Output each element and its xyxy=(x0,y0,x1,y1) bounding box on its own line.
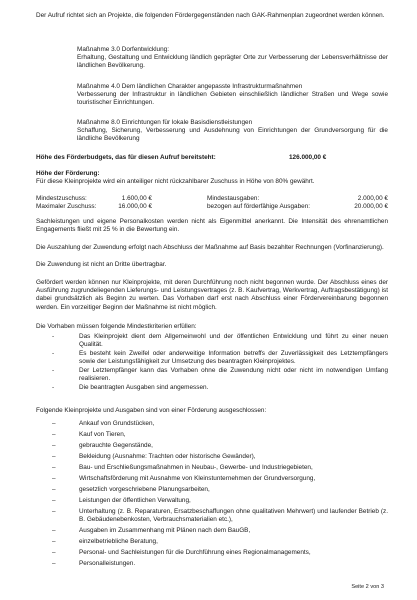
exclusion-item: Bekleidung (Ausnahme: Trachten oder historische Gewänder), xyxy=(79,453,256,460)
exclusion-item: Personalleistungen. xyxy=(79,560,136,567)
exclusion-item: einzelbetriebliche Beratung, xyxy=(79,538,158,545)
exclusion-item: Ankauf von Grundstücken, xyxy=(79,420,155,427)
criteria-item: Es besteht kein Zweifel oder anderweitige Information betreffs der Zuverlässigkeit des Letztempfängers sowie der Leistungsfähigkeit zur Umsetzung des beantragten Kleinprojektes. xyxy=(79,350,388,366)
own-work-paragraph: Sachleistungen und eigene Personalkosten werden nicht als Eigenmittel anerkannt. Die Intensität des ehrenamtlichen Engagements fließt mit 25 % in die Bewertung ein. xyxy=(36,218,388,234)
measure-3-title: Maßnahme 3.0 Dorfentwicklung: xyxy=(77,46,169,53)
exclusion-bullet: – xyxy=(52,486,56,493)
exclusion-item: Personal- und Sachleistungen für die Durchführung eines Regionalmanagements, xyxy=(79,549,311,556)
funding-text: Für diese Kleinprojekte wird ein anteiliger nicht rückzahlbarer Zuschuss in Höhe von 80% gewährt. xyxy=(36,178,315,185)
exclusion-bullet: – xyxy=(52,420,56,427)
criteria-bullet: - xyxy=(52,384,55,391)
max-grant-label: Maximaler Zuschuss: xyxy=(36,203,97,210)
measure-3-body: Erhaltung, Gestaltung und Entwicklung ländlich geprägter Orte zur Verbesserung der Lebensverhältnisse der ländlichen Bevölkerung. xyxy=(77,54,388,70)
budget-value: 126.000,00 € xyxy=(289,154,327,161)
measure-8-body: Schaffung, Sicherung, Verbesserung und Ausdehnung von Einrichtungen der Grundversorgung für die ländliche Bevölkerung xyxy=(77,127,388,143)
exclusion-bullet: – xyxy=(52,497,56,504)
exclusion-item: Kauf von Tieren, xyxy=(79,431,126,438)
exclusion-item: Unterhaltung (z. B. Reparaturen, Ersatzbeschaffungen ohne qualitativen Mehrwert) und laufender Betrieb (z. B. Gebäudenebenkosten, Verbrauchsmaterialien etc.), xyxy=(79,508,388,524)
min-grant-value: 1.600,00 € xyxy=(121,195,152,202)
max-expenses-label: bezogen auf förderfähige Ausgaben: xyxy=(207,203,311,210)
exclusion-bullet: – xyxy=(52,527,56,534)
exclusion-item: gesetzlich vorgeschriebene Planungsarbeiten, xyxy=(79,486,210,493)
exclusion-bullet: – xyxy=(52,442,56,449)
exclusion-bullet: – xyxy=(52,475,56,482)
exclusion-item: Bau- und Erschließungsmaßnahmen in Neubau-, Gewerbe- und Industriegebieten, xyxy=(79,464,313,471)
intro-paragraph: Der Aufruf richtet sich an Projekte, die folgenden Fördergegenständen nach GAK-Rahmenplan zugeordnet werden können. xyxy=(36,12,385,19)
transfer-paragraph: Die Zuwendung ist nicht an Dritte übertragbar. xyxy=(36,261,167,268)
exclusion-bullet: – xyxy=(52,549,56,556)
exclusion-bullet: – xyxy=(52,560,56,567)
criteria-item: Die beantragten Ausgaben sind angemessen. xyxy=(79,384,209,391)
exclusions-heading: Folgende Kleinprojekte und Ausgaben sind von einer Förderung ausgeschlossen: xyxy=(36,407,267,414)
exclusion-item: Wirtschaftsförderung mit Ausnahme von Kleinstunternehmen der Grundversorgung, xyxy=(79,475,316,482)
exclusion-bullet: – xyxy=(52,464,56,471)
min-expenses-label: Mindestausgaben: xyxy=(207,195,260,202)
criteria-item: Das Kleinprojekt dient dem Allgemeinwohl und der öffentlichen Entwicklung und führt zu einer neuen Qualität. xyxy=(79,333,388,349)
exclusion-bullet: – xyxy=(52,538,56,545)
measure-4-title: Maßnahme 4.0 Dem ländlichen Charakter angepasste Infrastrukturmaßnahmen xyxy=(77,83,303,90)
criteria-heading: Die Vorhaben müssen folgende Mindestkriterien erfüllen: xyxy=(36,323,197,330)
funding-heading: Höhe der Förderung: xyxy=(36,170,100,177)
exclusion-item: Ausgaben im Zusammenhang mit Plänen nach dem BauGB, xyxy=(79,527,251,534)
project-start-paragraph: Gefördert werden können nur Kleinprojekte, mit deren Durchführung noch nicht begonnen wurde. Der Abschluss eines der Ausführung zugrundeliegenden Lieferungs- und Leistungsvertrages (z. B. Kaufvertrag, Werkvertrag, Auftragsbestätigung) ist dabei grundsätzlich als Beginn zu werten. Das Vorhaben darf erst nach Abschluss einer Fördervereinbarung begonnen werden. Ein vorzeitiger Beginn der Maßnahme ist nicht möglich. xyxy=(36,279,388,311)
measure-4-body: Verbesserung der Infrastruktur in ländlichen Gebieten einschließlich ländlicher Straßen und Wege sowie touristischer Einrichtungen. xyxy=(77,91,388,107)
criteria-item: Der Letztempfänger kann das Vorhaben ohne die Zuwendung nicht oder nicht im notwendigen Umfang realisieren. xyxy=(79,367,388,383)
payout-paragraph: Die Auszahlung der Zuwendung erfolgt nach Abschluss der Maßnahme auf Basis bezahlter Rechnungen (Vorfinanzierung). xyxy=(36,244,384,251)
criteria-bullet: - xyxy=(52,333,55,340)
exclusion-item: Leistungen der öffentlichen Verwaltung, xyxy=(79,497,191,504)
criteria-bullet: - xyxy=(52,367,55,374)
max-expenses-value: 20.000,00 € xyxy=(354,203,388,210)
page-number: Seite 2 von 3 xyxy=(351,584,384,590)
exclusion-item: gebrauchte Gegenstände, xyxy=(79,442,153,449)
budget-label: Höhe des Förderbudgets, das für diesen Aufruf bereitsteht: xyxy=(36,154,216,161)
exclusion-bullet: – xyxy=(52,453,56,460)
criteria-bullet: - xyxy=(52,350,55,357)
exclusion-bullet: – xyxy=(52,508,56,515)
max-grant-value: 16.000,00 € xyxy=(118,203,152,210)
measure-8-title: Maßnahme 8.0 Einrichtungen für lokale Basisdienstleistungen xyxy=(77,119,253,126)
exclusion-bullet: – xyxy=(52,431,56,438)
min-expenses-value: 2.000,00 € xyxy=(357,195,388,202)
min-grant-label: Mindestzuschuss: xyxy=(36,195,87,202)
